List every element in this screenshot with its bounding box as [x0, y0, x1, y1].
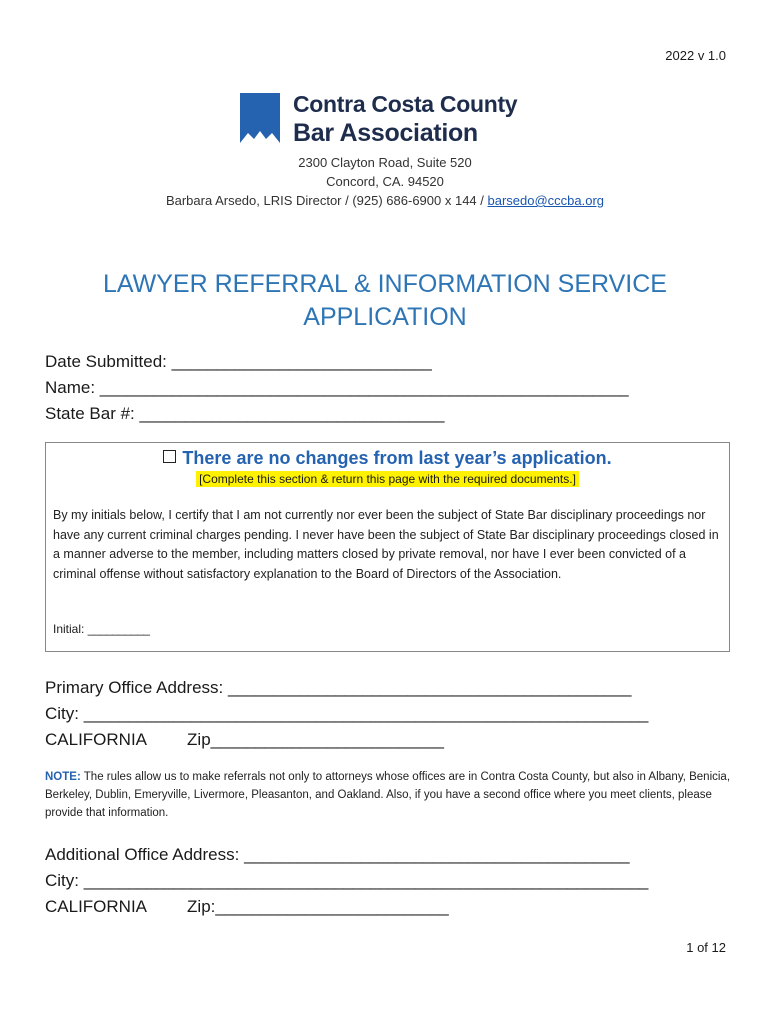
- additional-office-address-blank[interactable]: ___________________________________________: [244, 845, 630, 864]
- state-bar-field[interactable]: [45, 404, 444, 424]
- additional-state-zip-row: [45, 897, 448, 917]
- primary-state-zip-row: [45, 730, 443, 750]
- contact-line: [0, 193, 770, 208]
- additional-office-address-label: Additional Office Address:: [45, 845, 245, 864]
- date-submitted-blank[interactable]: _____________________________: [171, 352, 432, 371]
- primary-office-address-label: Primary Office Address:: [45, 678, 228, 697]
- primary-state: CALIFORNIA: [45, 730, 148, 749]
- instruction-highlight: [Complete this section & return this page with the required documents.]: [196, 471, 579, 487]
- address-city: Concord, CA. 94520: [326, 174, 444, 189]
- no-changes-checkbox-row[interactable]: [45, 448, 730, 469]
- primary-office-address-blank[interactable]: _____________________________________________: [227, 678, 631, 697]
- certification-text: By my initials below, I certify that I am not currently nor ever been the subject of State Bar disciplinary proceedings nor have any current criminal charges pending. I never have been the subject of State Bar disciplinary proceedings closed in a manner adverse to the member, including matters closed by private removal, nor have I ever been convicted of a criminal offense without satisfactory explanation to the Board of Directors of the Association.: [53, 508, 719, 581]
- email-link[interactable]: barsedo@cccba.org: [487, 193, 605, 208]
- name-blank[interactable]: ___________________________________________________________: [99, 378, 629, 397]
- additional-state: CALIFORNIA: [45, 897, 148, 916]
- no-changes-label: There are no changes from last year’s application.: [182, 448, 612, 468]
- version-label: 2022 v 1.0: [665, 48, 726, 63]
- instruction-row: [45, 472, 730, 486]
- additional-zip-blank[interactable]: __________________________: [215, 897, 449, 916]
- primary-city-field[interactable]: [45, 704, 648, 724]
- page-title-line-1: LAWYER REFERRAL & INFORMATION SERVICE: [103, 270, 667, 298]
- state-bar-label: State Bar #:: [45, 404, 140, 423]
- name-label: Name:: [45, 378, 100, 397]
- initial-blank[interactable]: __________: [87, 622, 150, 636]
- logo-line-1: Contra Costa County: [293, 91, 518, 117]
- bar-association-logo-icon: [240, 93, 280, 143]
- date-submitted-field[interactable]: [45, 352, 431, 372]
- no-changes-checkbox[interactable]: [163, 450, 176, 463]
- primary-city-label: City:: [45, 704, 84, 723]
- additional-office-address-field[interactable]: [45, 845, 629, 865]
- primary-office-address-field[interactable]: [45, 678, 631, 698]
- address-street: 2300 Clayton Road, Suite 520: [298, 155, 472, 170]
- date-submitted-label: Date Submitted:: [45, 352, 172, 371]
- note-label: NOTE:: [45, 771, 81, 783]
- logo-line-2: Bar Association: [293, 119, 478, 147]
- additional-zip-label: Zip:: [187, 897, 216, 916]
- name-field[interactable]: [45, 378, 628, 398]
- additional-city-field[interactable]: [45, 871, 648, 891]
- primary-city-blank[interactable]: _______________________________________________________________: [83, 704, 648, 723]
- contact-text: Barbara Arsedo, LRIS Director / (925) 686-6900 x 144 /: [165, 193, 488, 208]
- page-title-line-2: APPLICATION: [303, 303, 467, 331]
- page-number: 1 of 12: [686, 940, 726, 955]
- additional-city-blank[interactable]: _______________________________________________________________: [83, 871, 648, 890]
- note-paragraph: [45, 768, 735, 822]
- state-bar-blank[interactable]: __________________________________: [139, 404, 444, 423]
- initial-field[interactable]: [53, 622, 149, 636]
- note-text: The rules allow us to make referrals not only to attorneys whose offices are in Contra Costa County, but also in Albany, Benicia, Berkeley, Dublin, Emeryville, Livermore, Pleasanton, and Oakland. Also, if you have a second office where you meet clients, please provide that information.: [45, 771, 731, 819]
- primary-zip-label: Zip: [187, 730, 211, 749]
- initial-label: Initial:: [53, 622, 88, 636]
- additional-city-label: City:: [45, 871, 84, 890]
- primary-zip-blank[interactable]: __________________________: [210, 730, 444, 749]
